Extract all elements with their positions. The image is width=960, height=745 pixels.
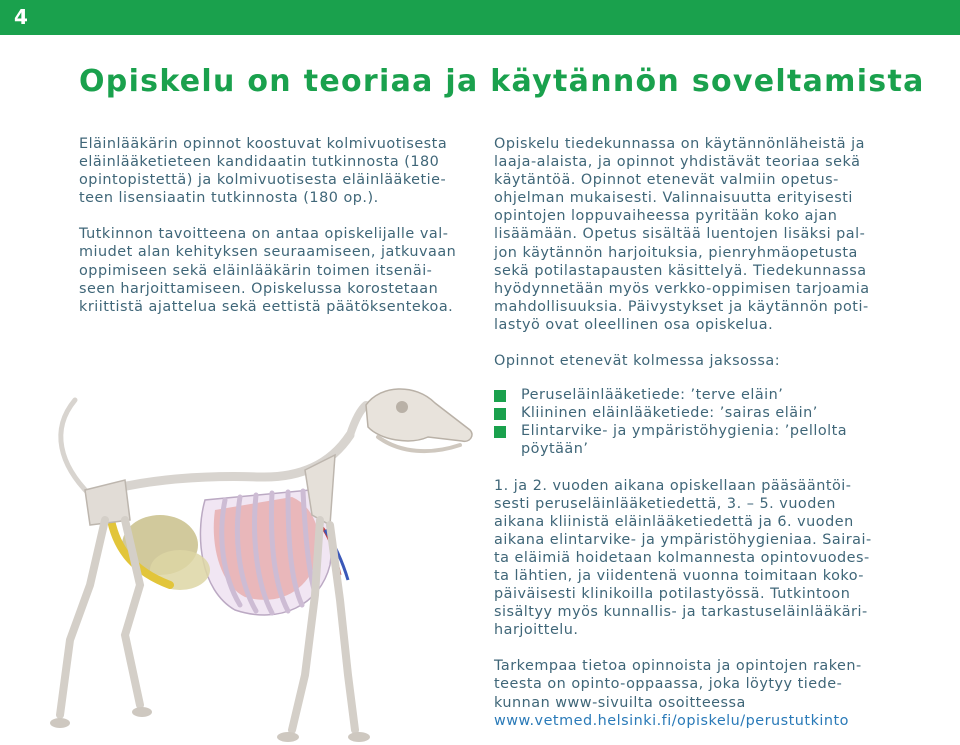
intro-paragraph: Eläinlääkärin opinnot koostuvat kolmivuotisesta eläinlääketieteen kandidaatin tutkinnosta (180 opintopistettä) ja kolmivuotisesta eläinlääketie- teen lisensiaatin tutkinnosta (180 op.). xyxy=(79,136,448,207)
page-number: 4 xyxy=(14,5,28,29)
square-bullet-icon xyxy=(494,426,506,438)
years-paragraph: 1. ja 2. vuoden aikana opiskellaan pääsääntöi- sesti peruseläinlääketiedettä, 3. – 5. vuoden aikana kliinistä eläinlääketiedettä ja 6. vuoden aikana elintarvike- ja ympäristöhygieniaa. Sairai- ta eläimiä hoidetaan kolmannesta opintovuodes- ta lähtien, ja viidentenä vuonna toimitaan koko- päiväisesti klinikoilla potilastyössä. Tutkintoon sisältyy myös kunnallis- ja tarkastuseläinlääkäri- harjoittelu. xyxy=(494,477,872,639)
page-title: Opiskelu on teoriaa ja käytännön soveltamista xyxy=(79,64,925,99)
list-item: Peruseläinlääketiede: ’terve eläin’ xyxy=(494,386,889,404)
practice-paragraph: Opiskelu tiedekunnassa on käytännönläheistä ja laaja-alaista, ja opinnot yhdistävät teoriaa sekä käytäntöä. Opinnot etenevät valmiin opetus- ohjelman mukaisesti. Valinnaisuutta erityisesti opintojen loppuvaiheessa pyritään koko ajan lisäämään. Opetus sisältää luentojen lisäksi pal- jon käytännön harjoituksia, pienryhmäopetusta sekä potilastapausten käsittelyä. Tiedekunnassa hyödynnetään myös verkko-oppimisen tarjoamia mahdollisuuksia. Päivystykset ja käytännön poti- lastyö ovat oleellinen osa opiskelua. xyxy=(494,136,870,333)
top-bar xyxy=(0,0,960,35)
periods-list xyxy=(494,386,889,458)
square-bullet-icon xyxy=(494,408,506,420)
list-item: Kliininen eläinlääketiede: ’sairas eläin’ xyxy=(494,404,889,422)
list-item: Elintarvike- ja ympäristöhygienia: ’pellolta pöytään’ xyxy=(494,422,889,458)
dog-skeleton-anatomy-illustration xyxy=(30,385,480,745)
left-column xyxy=(79,135,474,316)
right-column xyxy=(494,135,889,730)
more-info-paragraph: Tarkempaa tietoa opinnoista ja opintojen raken- teesta on opinto-oppaassa, joka löytyy tiede- kunnan www-sivuilta osoitteessa www.vetmed.helsinki.fi/opiskelu/perustutkinto xyxy=(494,657,889,729)
curriculum-link[interactable]: www.vetmed.helsinki.fi/opiskelu/perustutkinto xyxy=(494,712,849,729)
goals-paragraph: Tutkinnon tavoitteena on antaa opiskelijalle val- miudet alan kehityksen seuraamiseen, jatkuvaan oppimiseen sekä eläinlääkärin toimen itsenäi- seen harjoittamiseen. Opiskelussa korostetaan kriittistä ajattelua sekä eettistä päätöksentekoa. xyxy=(79,226,457,315)
periods-intro: Opinnot etenevät kolmessa jaksossa: xyxy=(494,353,781,370)
square-bullet-icon xyxy=(494,390,506,402)
